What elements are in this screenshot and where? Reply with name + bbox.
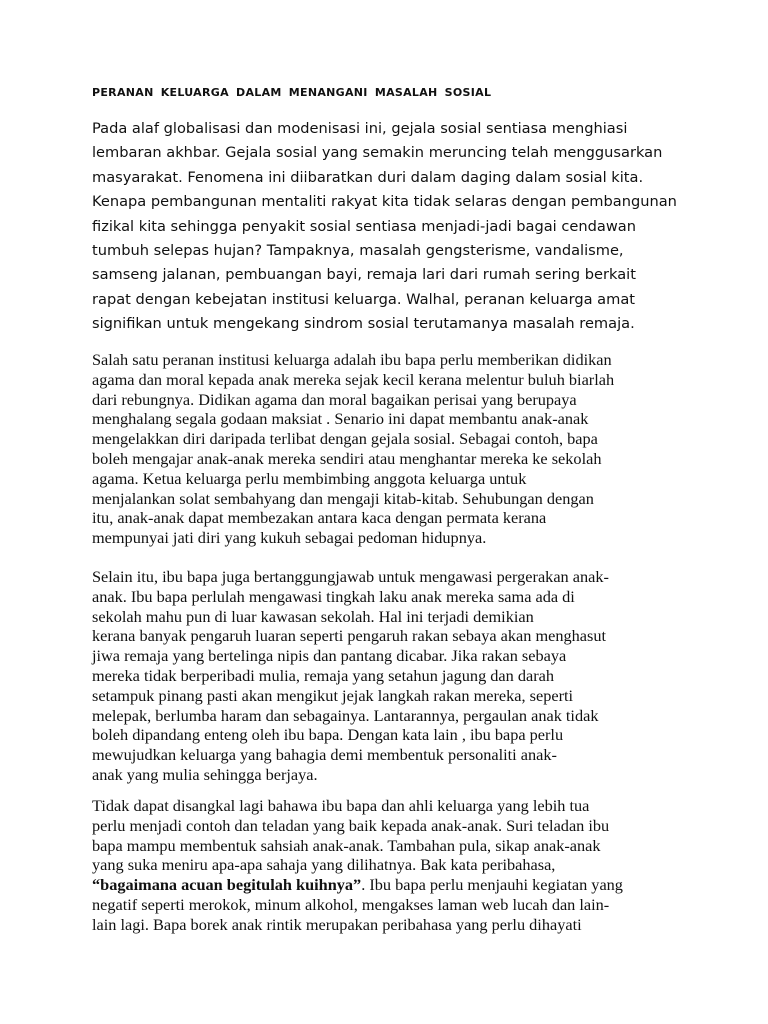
paragraph-line: Salah satu peranan institusi keluarga adalah ibu bapa perlu memberikan didikan [92, 350, 612, 369]
paragraph-line: itu, anak-anak dapat membezakan antara kaca dengan permata kerana [92, 508, 547, 528]
paragraph-line: Tidak dapat disangkal lagi bahawa ibu bapa dan ahli keluarga yang lebih tua [92, 796, 590, 815]
proverb-quote: “bagaimana acuan begitulah kuihnya” [92, 875, 362, 895]
paragraph-line: signifikan untuk mengekang sindrom sosial terutamanya masalah remaja. [92, 315, 635, 333]
paragraph-line: samseng jalanan, pembuangan bayi, remaja lari dari rumah sering berkait [92, 266, 636, 284]
paragraph-line: melepak, berlumba haram dan sebagainya. Lantarannya, pergaulan anak tidak [92, 705, 599, 725]
paragraph-religious-education [92, 350, 692, 548]
paragraph-line: menghalang segala godaan maksiat . Senario ini dapat membantu anak-anak [92, 409, 589, 429]
paragraph-line: mempunyai jati diri yang kukuh sebagai pedoman hidupnya. [92, 528, 487, 548]
paragraph-intro [92, 117, 692, 337]
paragraph-line: boleh dipandang enteng oleh ibu bapa. Dengan kata lain , ibu bapa perlu [92, 725, 564, 745]
paragraph-line: yang suka meniru apa-apa sahaja yang dilihatnya. Bak kata peribahasa, [92, 855, 556, 875]
paragraph-line: jiwa remaja yang bertelinga nipis dan pantang dicabar. Jika rakan sebaya [92, 646, 567, 666]
paragraph-line: fizikal kita sehingga penyakit sosial sentiasa menjadi-jadi bagai cendawan [92, 217, 636, 235]
paragraph-line: anak. Ibu bapa perlulah mengawasi tingkah laku anak mereka sama ada di [92, 586, 575, 606]
paragraph-line: sekolah mahu pun di luar kawasan sekolah. Hal ini terjadi demikian [92, 606, 534, 626]
document-title: PERANAN KELUARGA DALAM MENANGANI MASALAH SOSIAL [92, 86, 492, 99]
paragraph-line: Pada alaf globalisasi dan modenisasi ini, gejala sosial sentiasa menghiasi [92, 120, 628, 137]
paragraph-line: masyarakat. Fenomena ini diibaratkan duri dalam daging dalam sosial kita. [92, 168, 644, 186]
paragraph-line: perlu menjadi contoh dan teladan yang baik kepada anak-anak. Suri teladan ibu [92, 815, 610, 835]
paragraph-line: lain lagi. Bapa borek anak rintik merupakan peribahasa yang perlu dihayati [92, 914, 582, 934]
paragraph-line: bapa mampu membentuk sahsiah anak-anak. Tambahan pula, sikap anak-anak [92, 835, 601, 855]
paragraph-line: agama. Ketua keluarga perlu membimbing anggota keluarga untuk [92, 468, 527, 488]
paragraph-line: Kenapa pembangunan mentaliti rakyat kita tidak selaras dengan pembangunan [92, 193, 677, 211]
paragraph-line: anak yang mulia sehingga berjaya. [92, 764, 318, 784]
paragraph-line: mewujudkan keluarga yang bahagia demi membentuk personaliti anak- [92, 745, 557, 765]
paragraph-line: Selain itu, ibu bapa juga bertanggungjawab untuk mengawasi pergerakan anak- [92, 567, 609, 586]
paragraph-line: mereka tidak berperibadi mulia, remaja yang setahun jagung dan darah [92, 665, 555, 685]
paragraph-line: boleh mengajar anak-anak mereka sendiri atau menghantar mereka ke sekolah [92, 448, 602, 468]
paragraph-line: setampuk pinang pasti akan mengikut jejak langkah rakan mereka, seperti [92, 685, 574, 705]
paragraph-line: tumbuh selepas hujan? Tampaknya, masalah gengsterisme, vandalisme, [92, 242, 624, 260]
paragraph-line: kerana banyak pengaruh luaran seperti pengaruh rakan sebaya akan menghasut [92, 626, 606, 646]
quote-tail: . Ibu bapa perlu menjauhi kegiatan yang [361, 875, 623, 895]
paragraph-line: menjalankan solat sembahyang dan mengaji kitab-kitab. Sehubungan dengan [92, 488, 594, 508]
paragraph-line: agama dan moral kepada anak mereka sejak kecil kerana melentur buluh biarlah [92, 369, 615, 389]
paragraph-line: rapat dengan kebejatan institusi keluarga. Walhal, peranan keluarga amat [92, 290, 635, 308]
paragraph-role-model [92, 796, 692, 935]
paragraph-line-with-quote [92, 875, 692, 895]
paragraph-line: lembaran akhbar. Gejala sosial yang semakin meruncing telah menggusarkan [92, 144, 663, 162]
paragraph-line: dari rebungnya. Didikan agama dan moral bagaikan perisai yang berupaya [92, 389, 577, 409]
paragraph-line: negatif seperti merokok, minum alkohol, mengakses laman web lucah dan lain- [92, 894, 610, 914]
paragraph-line: mengelakkan diri daripada terlibat dengan gejala sosial. Sebagai contoh, bapa [92, 429, 598, 449]
paragraph-supervision [92, 567, 692, 785]
